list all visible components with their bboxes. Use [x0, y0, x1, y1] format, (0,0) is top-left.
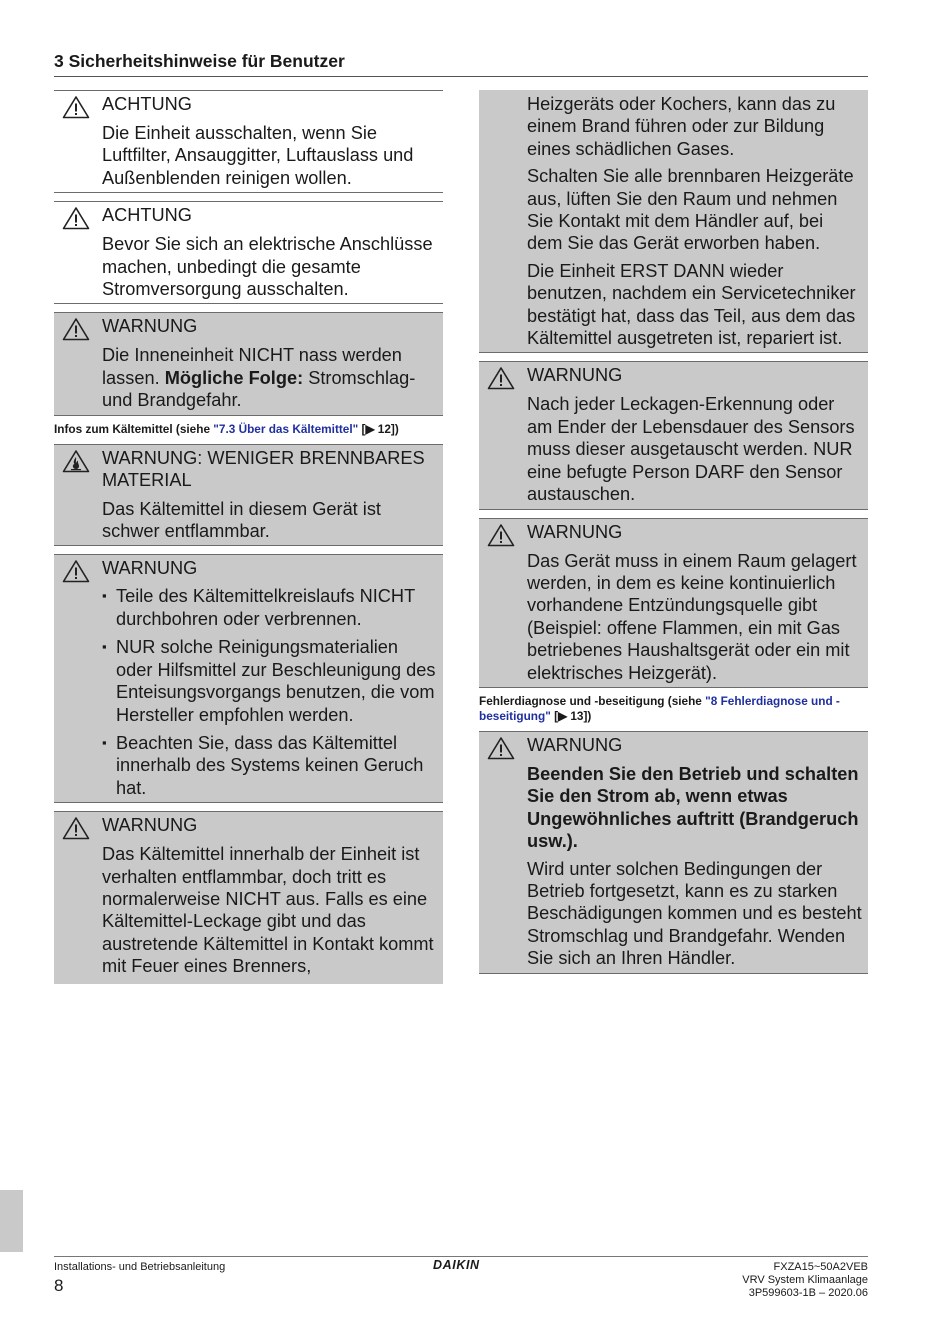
refrigerant-link[interactable]: "7.3 Über das Kältemittel": [213, 421, 359, 436]
refrigerant-cross-reference: Infos zum Kältemittel (siehe "7.3 Über das Kältemittel" [▶ 12]): [54, 421, 399, 436]
model-number: FXZA15~50A2VEB: [773, 1261, 868, 1273]
warning-triangle-icon: [487, 366, 515, 390]
warning-box-abnormal: [479, 731, 868, 974]
flammable-warning-icon: [62, 449, 90, 473]
troubleshooting-cross-reference: Fehlerdiagnose und -beseitigung (siehe "8 Fehlerdiagnose und -beseitigung" [▶ 13]): [479, 693, 840, 723]
list-item: ▪ NUR solche Reinigungsmaterialien oder Hilfsmittel zur Beschleunigung des Enteisungsvorgangs benutzen, die vom Hersteller empfohlen werden.: [102, 636, 437, 726]
warning-triangle-icon: [62, 559, 90, 583]
box-text: Die Einheit ERST DANN wieder benutzen, nachdem ein Servicetechniker bestätigt hat, dass das Teil, aus dem das Kältemittel ausgetreten ist, repariert ist.: [527, 260, 856, 349]
box-title: WARNUNG: [527, 734, 623, 755]
page-header: [54, 50, 868, 77]
page-number: 8: [54, 1276, 64, 1295]
box-text: Das Kältemittel in diesem Gerät ist schwer entflammbar.: [102, 498, 381, 542]
consequence-label: Mögliche Folge:: [164, 367, 304, 388]
warning-box-leakage: [54, 811, 443, 983]
caution-box-electrical: [54, 201, 443, 304]
section-title: 3 Sicherheitshinweise für Benutzer: [54, 51, 345, 71]
list-item: ▪ Beachten Sie, dass das Kältemittel innerhalb des Systems keinen Geruch hat.: [102, 732, 437, 799]
box-title: WARNUNG: WENIGER BRENNBARES MATERIAL: [102, 447, 425, 491]
box-title: ACHTUNG: [102, 205, 192, 226]
box-title: WARNUNG: [102, 558, 198, 579]
warning-box-storage: [479, 518, 868, 688]
list-item: ▪ Teile des Kältemittelkreislaufs NICHT durchbohren oder verbrennen.: [102, 585, 437, 630]
warning-triangle-icon: [487, 523, 515, 547]
warning-triangle-icon: [62, 317, 90, 341]
warning-box-leakage-continued: [479, 90, 868, 353]
box-text: Die Inneneinheit NICHT nass werden lassen. Mögliche Folge: Stromschlag- und Brandgefahr.: [102, 345, 416, 411]
box-text: Die Einheit ausschalten, wenn Sie Luftfilter, Ansauggitter, Luftauslass und Außenblenden reinigen wollen.: [102, 123, 414, 188]
warning-box-flammable: [54, 444, 443, 547]
box-text: Nach jeder Leckagen-Erkennung oder am Ender der Lebensdauer des Sensors muss dieser ausgetauscht werden. NUR eine befugte Person DARF den Sensor austauschen.: [527, 394, 855, 505]
box-title: WARNUNG: [527, 521, 623, 542]
box-text: Schalten Sie alle brennbaren Heizgeräte aus, lüften Sie den Raum und nehmen Sie Kontakt mit dem Händler auf, bei dem Sie das Gerät erworben haben.: [527, 166, 854, 254]
right-column: [479, 90, 868, 974]
footer-product-info: [742, 1261, 868, 1300]
troubleshooting-link[interactable]: "8 Fehlerdiagnose und -beseitigung": [479, 693, 840, 723]
footer-doc-type: Installations- und Betriebsanleitung: [54, 1261, 226, 1273]
box-title: WARNUNG: [102, 815, 198, 836]
box-text: Bevor Sie sich an elektrische Anschlüsse machen, unbedingt die gesamte Stromversorgung ausschalten.: [102, 234, 433, 300]
chapter-thumb-tab: [0, 1190, 23, 1252]
warning-triangle-icon: [62, 95, 90, 119]
warning-triangle-icon: [62, 816, 90, 840]
bullet-list: [102, 585, 437, 799]
box-title: ACHTUNG: [102, 94, 192, 114]
warning-box-sensor: [479, 361, 868, 509]
box-title: WARNUNG: [527, 365, 623, 386]
warning-box-wet: [54, 312, 443, 415]
box-text: Heizgeräts oder Kochers, kann das zu einem Brand führen oder zur Bildung eines schädlichen Gases.: [527, 94, 836, 159]
footer-divider: [54, 1256, 868, 1257]
caution-box-filter: [54, 90, 443, 193]
warning-triangle-icon: [62, 206, 90, 230]
box-text: Das Gerät muss in einem Raum gelagert werden, in dem es keine kontinuierlich vorhandene Entzündungsquelle gibt (Beispiel: offene Flammen, ein mit Gas betriebenes Haushaltsgerät oder ein mit elektrisches Heizgerät).: [527, 550, 857, 683]
product-name: VRV System Klimaanlage: [742, 1274, 868, 1286]
warning-box-refrigerant-circuit: [54, 554, 443, 803]
box-text: Wird unter solchen Bedingungen der Betrieb fortgesetzt, kann es zu starken Beschädigungen kommen und es besteht Stromschlag und Brandgefahr. Wenden Sie sich an Ihren Händler.: [527, 858, 862, 969]
box-bold-text: Beenden Sie den Betrieb und schalten Sie den Strom ab, wenn etwas Ungewöhnliches auftritt (Brandgeruch usw.).: [527, 763, 859, 852]
brand-logo: DAIKIN: [433, 1258, 480, 1272]
document-code: 3P599603-1B – 2020.06: [748, 1287, 868, 1299]
box-text: Das Kältemittel innerhalb der Einheit ist verhalten entflammbar, doch tritt es normalerweise NICHT aus. Falls es eine Kältemittel-Leckage gibt und das austretende Kältemittel in Kontakt kommt mit Feuer eines Brenners,: [102, 844, 434, 977]
warning-triangle-icon: [487, 736, 515, 760]
box-title: WARNUNG: [102, 316, 198, 337]
left-column: [54, 90, 443, 984]
